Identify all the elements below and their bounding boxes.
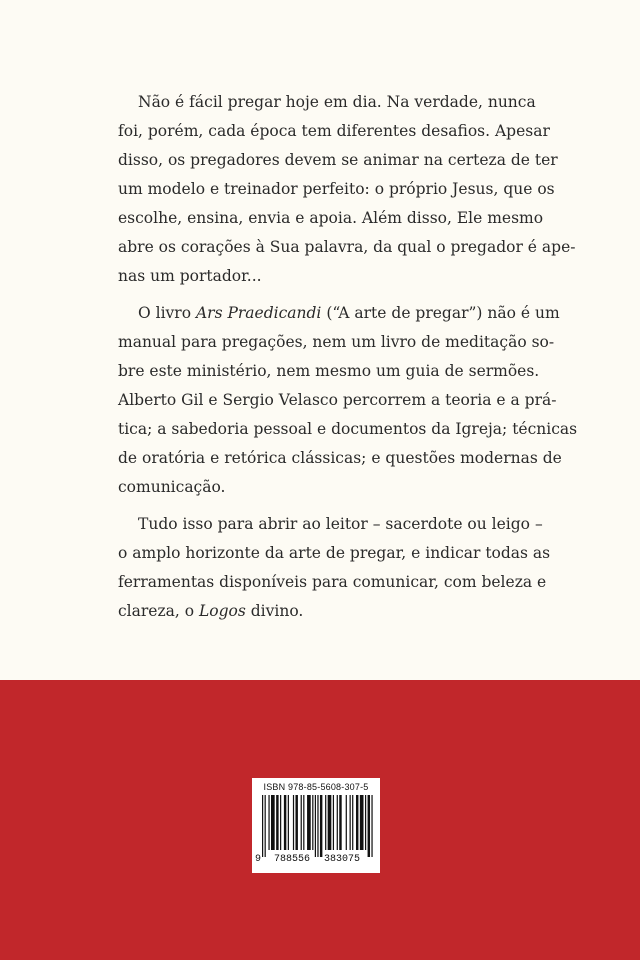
- barcode-bar: [268, 795, 269, 850]
- blurb-line: foi, porém, cada época tem diferentes desafios. Apesar: [118, 122, 550, 140]
- blurb-line: ferramentas disponíveis para comunicar, com beleza e: [118, 573, 547, 591]
- barcode-bar: [350, 795, 351, 850]
- back-cover-blurb: [118, 88, 578, 634]
- blurb-line: comunicação.: [118, 478, 226, 496]
- barcode-bar: [315, 795, 316, 857]
- blurb-paragraph-3: [118, 510, 551, 626]
- barcode-digits-left: 788556: [274, 854, 311, 865]
- isbn-barcode: [252, 778, 380, 873]
- blurb-line: um modelo e treinador perfeito: o próprio Jesus, que os: [118, 180, 555, 198]
- blurb-line: disso, os pregadores devem se animar na certeza de ter: [118, 151, 558, 169]
- barcode-bars: [262, 795, 374, 857]
- blurb-line: bre este ministério, nem mesmo um guia de sermões.: [118, 362, 540, 380]
- blurb-line: escolhe, ensina, envia e apoia. Além disso, Ele mesmo: [118, 209, 544, 227]
- barcode-bar: [317, 795, 318, 857]
- blurb-paragraph-2: [118, 299, 578, 502]
- blurb-line: tica; a sabedoria pessoal e documentos da Igreja; técnicas: [118, 420, 578, 438]
- barcode-bar: [271, 795, 275, 850]
- blurb-paragraph-1: [118, 88, 576, 291]
- barcode-bar: [352, 795, 353, 850]
- barcode-bar: [325, 795, 326, 850]
- barcode-bar: [333, 795, 334, 850]
- blurb-line: de oratória e retórica clássicas; e questões modernas de: [118, 449, 562, 467]
- barcode-bar: [284, 795, 286, 850]
- barcode-bar: [295, 795, 297, 850]
- blurb-line-with-logos: clareza, o Logos divino.: [118, 602, 304, 620]
- barcode-bar: [293, 795, 294, 850]
- barcode-digits-right: 383075: [324, 854, 361, 865]
- barcode-bar: [337, 795, 338, 850]
- barcode-bar: [303, 795, 304, 850]
- blurb-line-with-title: O livro Ars Praedicandi (“A arte de pregar”) não é um: [138, 304, 560, 322]
- barcode-bar: [312, 795, 313, 850]
- barcode-bar: [320, 795, 322, 857]
- barcode-digits: [252, 854, 380, 868]
- isbn-label: ISBN 978-85-5608-307-5: [263, 782, 369, 792]
- barcode-digit-first: 9: [255, 854, 262, 865]
- barcode-bar: [265, 795, 266, 857]
- blurb-line: Não é fácil pregar hoje em dia. Na verdade, nunca: [138, 93, 536, 111]
- barcode-bar: [365, 795, 366, 850]
- blurb-line: Tudo isso para abrir ao leitor – sacerdote ou leigo –: [138, 515, 543, 533]
- barcode-bar: [276, 795, 278, 850]
- barcode-bar: [339, 795, 341, 850]
- barcode-bar: [328, 795, 332, 850]
- blurb-line: o amplo horizonte da arte de pregar, e indicar todas as: [118, 544, 551, 562]
- barcode-bar: [368, 795, 370, 857]
- barcode-bar: [371, 795, 372, 857]
- blurb-line: Alberto Gil e Sergio Velasco percorrem a teoria e a prá-: [118, 391, 557, 409]
- blurb-line: manual para pregações, nem um livro de meditação so-: [118, 333, 555, 351]
- barcode-bar: [307, 795, 311, 850]
- blurb-line: nas um portador...: [118, 267, 262, 285]
- barcode-bar: [288, 795, 289, 850]
- barcode-bar: [262, 795, 263, 857]
- barcode-bar: [356, 795, 358, 850]
- barcode-bar: [301, 795, 302, 850]
- barcode-bar: [280, 795, 281, 850]
- barcode-bar: [346, 795, 347, 850]
- blurb-line: abre os corações à Sua palavra, da qual o pregador é ape-: [118, 238, 576, 256]
- barcode-bar: [360, 795, 364, 850]
